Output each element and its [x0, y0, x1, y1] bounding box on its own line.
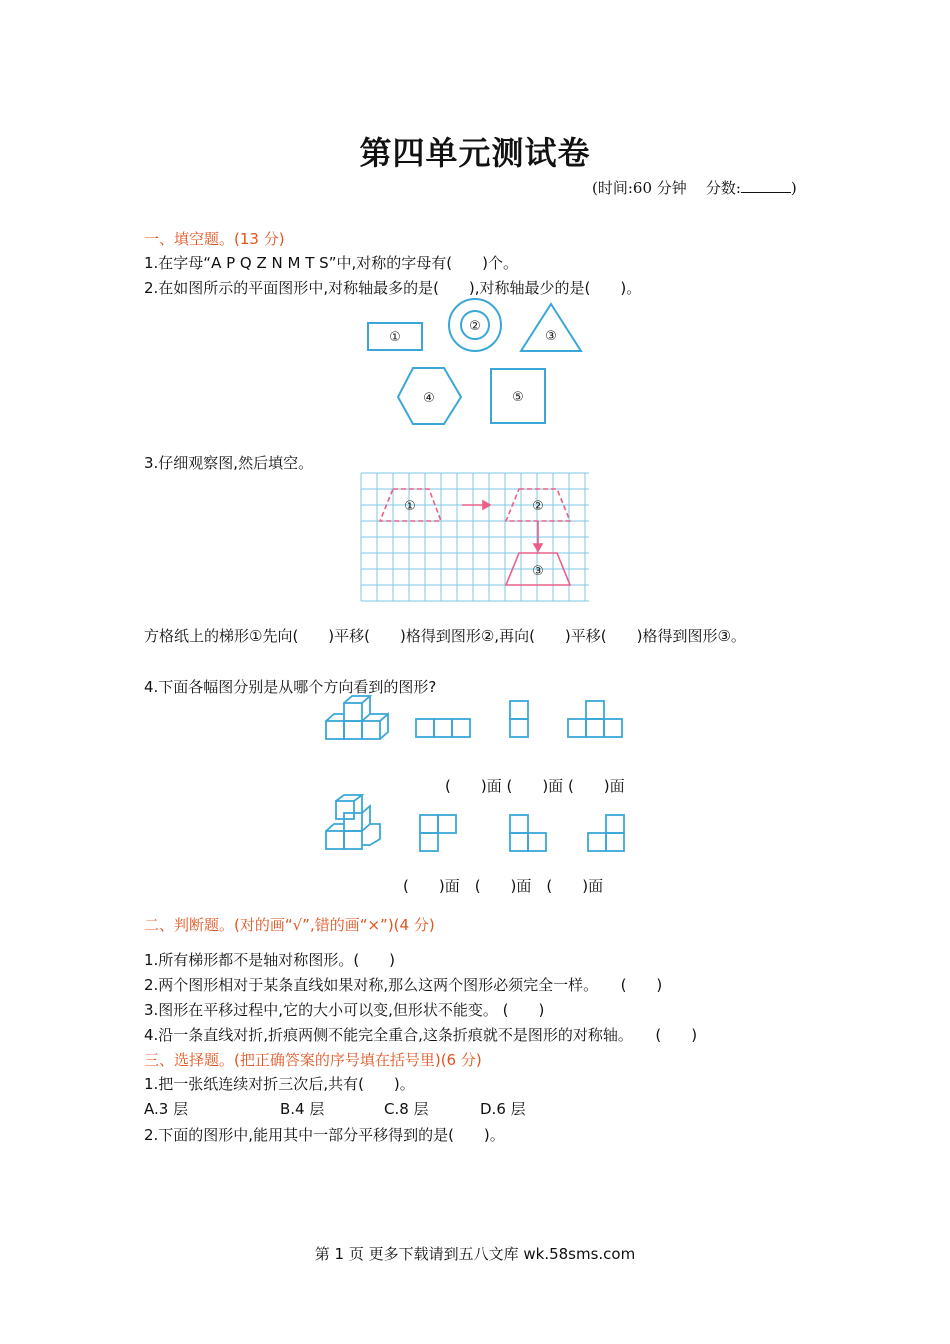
section1-q1: 1.在字母“A P Q Z N M T S”中,对称的字母有( )个。 [144, 254, 518, 272]
cube-stack-solid-1 [326, 696, 388, 739]
view-three-in-row [416, 719, 470, 737]
judge-item-2: 2.两个图形相对于某条直线如果对称,那么这两个图形必须完全一样。 ( ) [144, 976, 663, 994]
view-t-shape [568, 701, 622, 737]
choice-q1: 1.把一张纸连续对折三次后,共有( )。 [144, 1075, 415, 1093]
plane-shapes-figure [355, 296, 595, 428]
shape-label-1: ① [389, 330, 401, 345]
view-two-stacked [510, 701, 528, 737]
section1-q4: 4.下面各幅图分别是从哪个方向看到的图形? [144, 678, 437, 696]
shape-label-4: ④ [423, 391, 435, 406]
section1-q3: 3.仔细观察图,然后填空。 [144, 454, 314, 472]
choice-q2: 2.下面的图形中,能用其中一部分平移得到的是( )。 [144, 1126, 505, 1144]
grid-label-3: ③ [532, 564, 544, 579]
score-label: 分数: [705, 179, 741, 197]
score-blank[interactable] [741, 178, 791, 193]
view-l-shape-1 [420, 815, 456, 851]
shape-label-2: ② [469, 319, 481, 334]
meta-close: ) [790, 179, 797, 197]
option-c: C.8 层 [384, 1100, 429, 1118]
row1-blanks: ( )面 ( )面 ( )面 [445, 777, 625, 795]
section3-heading: 三、选择题。(把正确答案的序号填在括号里)(6 分) [144, 1051, 482, 1069]
section2-heading: 二、判断题。(对的画“√”,错的画“×”)(4 分) [144, 916, 435, 934]
row2-blanks: ( )面 ( )面 ( )面 [403, 877, 604, 895]
judge-item-3: 3.图形在平移过程中,它的大小可以变,但形状不能变。 ( ) [144, 1001, 545, 1019]
option-a: A.3 层 [144, 1100, 189, 1118]
judge-item-4: 4.沿一条直线对折,折痕两侧不能完全重合,这条折痕就不是图形的对称轴。 ( ) [144, 1026, 698, 1044]
shape-label-5: ⑤ [512, 390, 524, 405]
view-l-shape-3 [588, 815, 624, 851]
view-l-shape-2 [510, 815, 546, 851]
grid-label-1: ① [404, 499, 416, 514]
views-row-2 [320, 793, 640, 855]
judge-item-1: 1.所有梯形都不是轴对称图形。( ) [144, 951, 396, 969]
test-meta [592, 177, 797, 198]
grid-lines [361, 473, 589, 601]
section1-q2: 2.在如图所示的平面图形中,对称轴最多的是( ),对称轴最少的是( )。 [144, 279, 642, 297]
page-title: 第四单元测试卷 [359, 134, 591, 172]
down-arrowhead [534, 544, 542, 551]
option-b: B.4 层 [280, 1100, 325, 1118]
shape-label-3: ③ [545, 329, 557, 344]
grid-translation-figure [360, 472, 590, 604]
views-row-1 [320, 693, 640, 751]
grid-label-2: ② [532, 499, 544, 514]
cube-stack-solid-2 [326, 795, 380, 849]
page-footer: 第 1 页 更多下载请到五八文库 wk.58sms.com [314, 1245, 636, 1263]
section1-q3-fill: 方格纸上的梯形①先向( )平移( )格得到图形②,再向( )平移( )格得到图形③。 [144, 627, 746, 645]
time-limit: (时间:60 分钟 [592, 179, 687, 197]
section1-heading: 一、填空题。(13 分) [144, 230, 285, 248]
option-d: D.6 层 [480, 1100, 526, 1118]
